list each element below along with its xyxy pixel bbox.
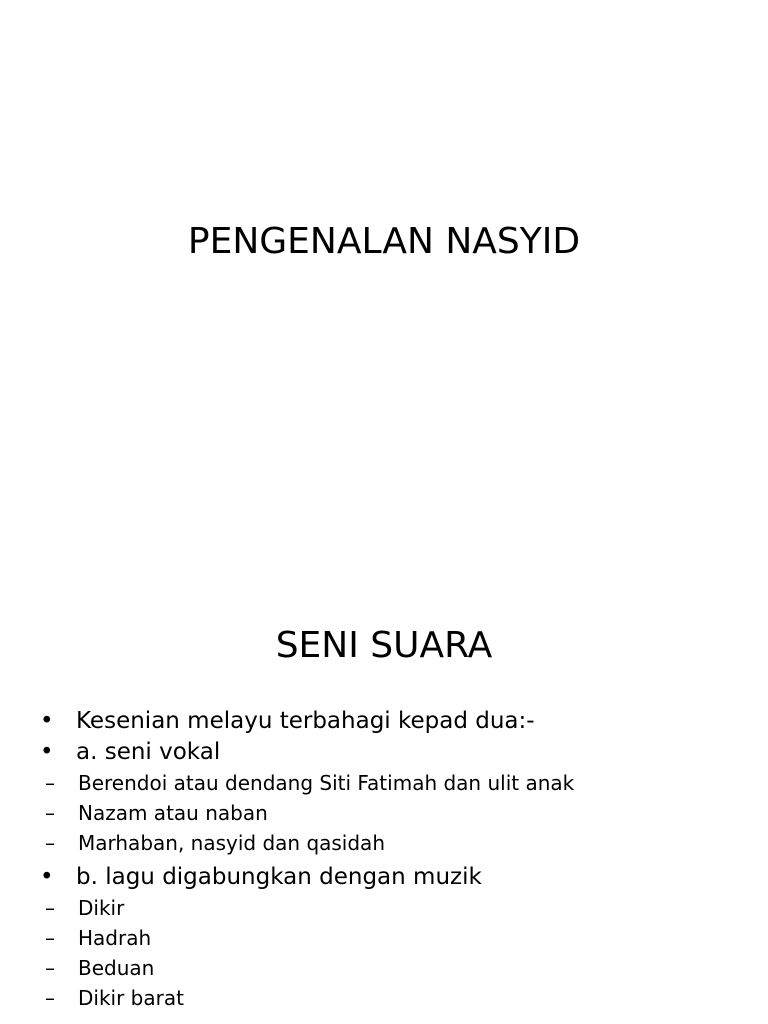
sub-item bbox=[45, 983, 738, 1013]
dash-icon: – bbox=[45, 896, 55, 920]
dash-icon: – bbox=[45, 801, 55, 825]
sub-item bbox=[45, 953, 738, 983]
dash-icon: – bbox=[45, 771, 55, 795]
slide-2-title: SENI SUARA bbox=[275, 625, 493, 666]
slide-1-title: PENGENALAN NASYID bbox=[187, 221, 581, 262]
sub-item-text: Dikir bbox=[78, 896, 125, 920]
sub-item-text: Berendoi atau dendang Siti Fatimah dan ulit anak bbox=[78, 771, 575, 795]
sub-item bbox=[45, 828, 738, 858]
bullet-icon: • bbox=[40, 864, 54, 890]
bullet-icon: • bbox=[40, 739, 54, 765]
sub-list bbox=[38, 893, 738, 1013]
dash-icon: – bbox=[45, 956, 55, 980]
slide-2 bbox=[0, 576, 768, 1024]
bullet-text: Kesenian melayu terbahagi kepad dua:- bbox=[76, 708, 535, 734]
sub-list bbox=[38, 768, 738, 858]
bullet-icon: • bbox=[40, 708, 54, 734]
sub-item bbox=[45, 768, 738, 798]
dash-icon: – bbox=[45, 986, 55, 1010]
sub-item-text: Hadrah bbox=[78, 926, 152, 950]
bullet-item bbox=[38, 737, 738, 768]
sub-item-text: Nazam atau naban bbox=[78, 801, 268, 825]
bullet-text: b. lagu digabungkan dengan muzik bbox=[76, 864, 482, 890]
sub-item-text: Beduan bbox=[78, 956, 155, 980]
sub-item-text: Marhaban, nasyid dan qasidah bbox=[78, 831, 385, 855]
dash-icon: – bbox=[45, 831, 55, 855]
sub-item bbox=[45, 798, 738, 828]
sub-item bbox=[45, 923, 738, 953]
bullet-text: a. seni vokal bbox=[76, 739, 221, 765]
bullet-item bbox=[38, 706, 738, 737]
bullet-list bbox=[38, 706, 738, 1017]
bullet-item bbox=[38, 862, 738, 893]
sub-item-text: Dikir barat bbox=[78, 986, 184, 1010]
dash-icon: – bbox=[45, 926, 55, 950]
sub-item bbox=[45, 893, 738, 923]
